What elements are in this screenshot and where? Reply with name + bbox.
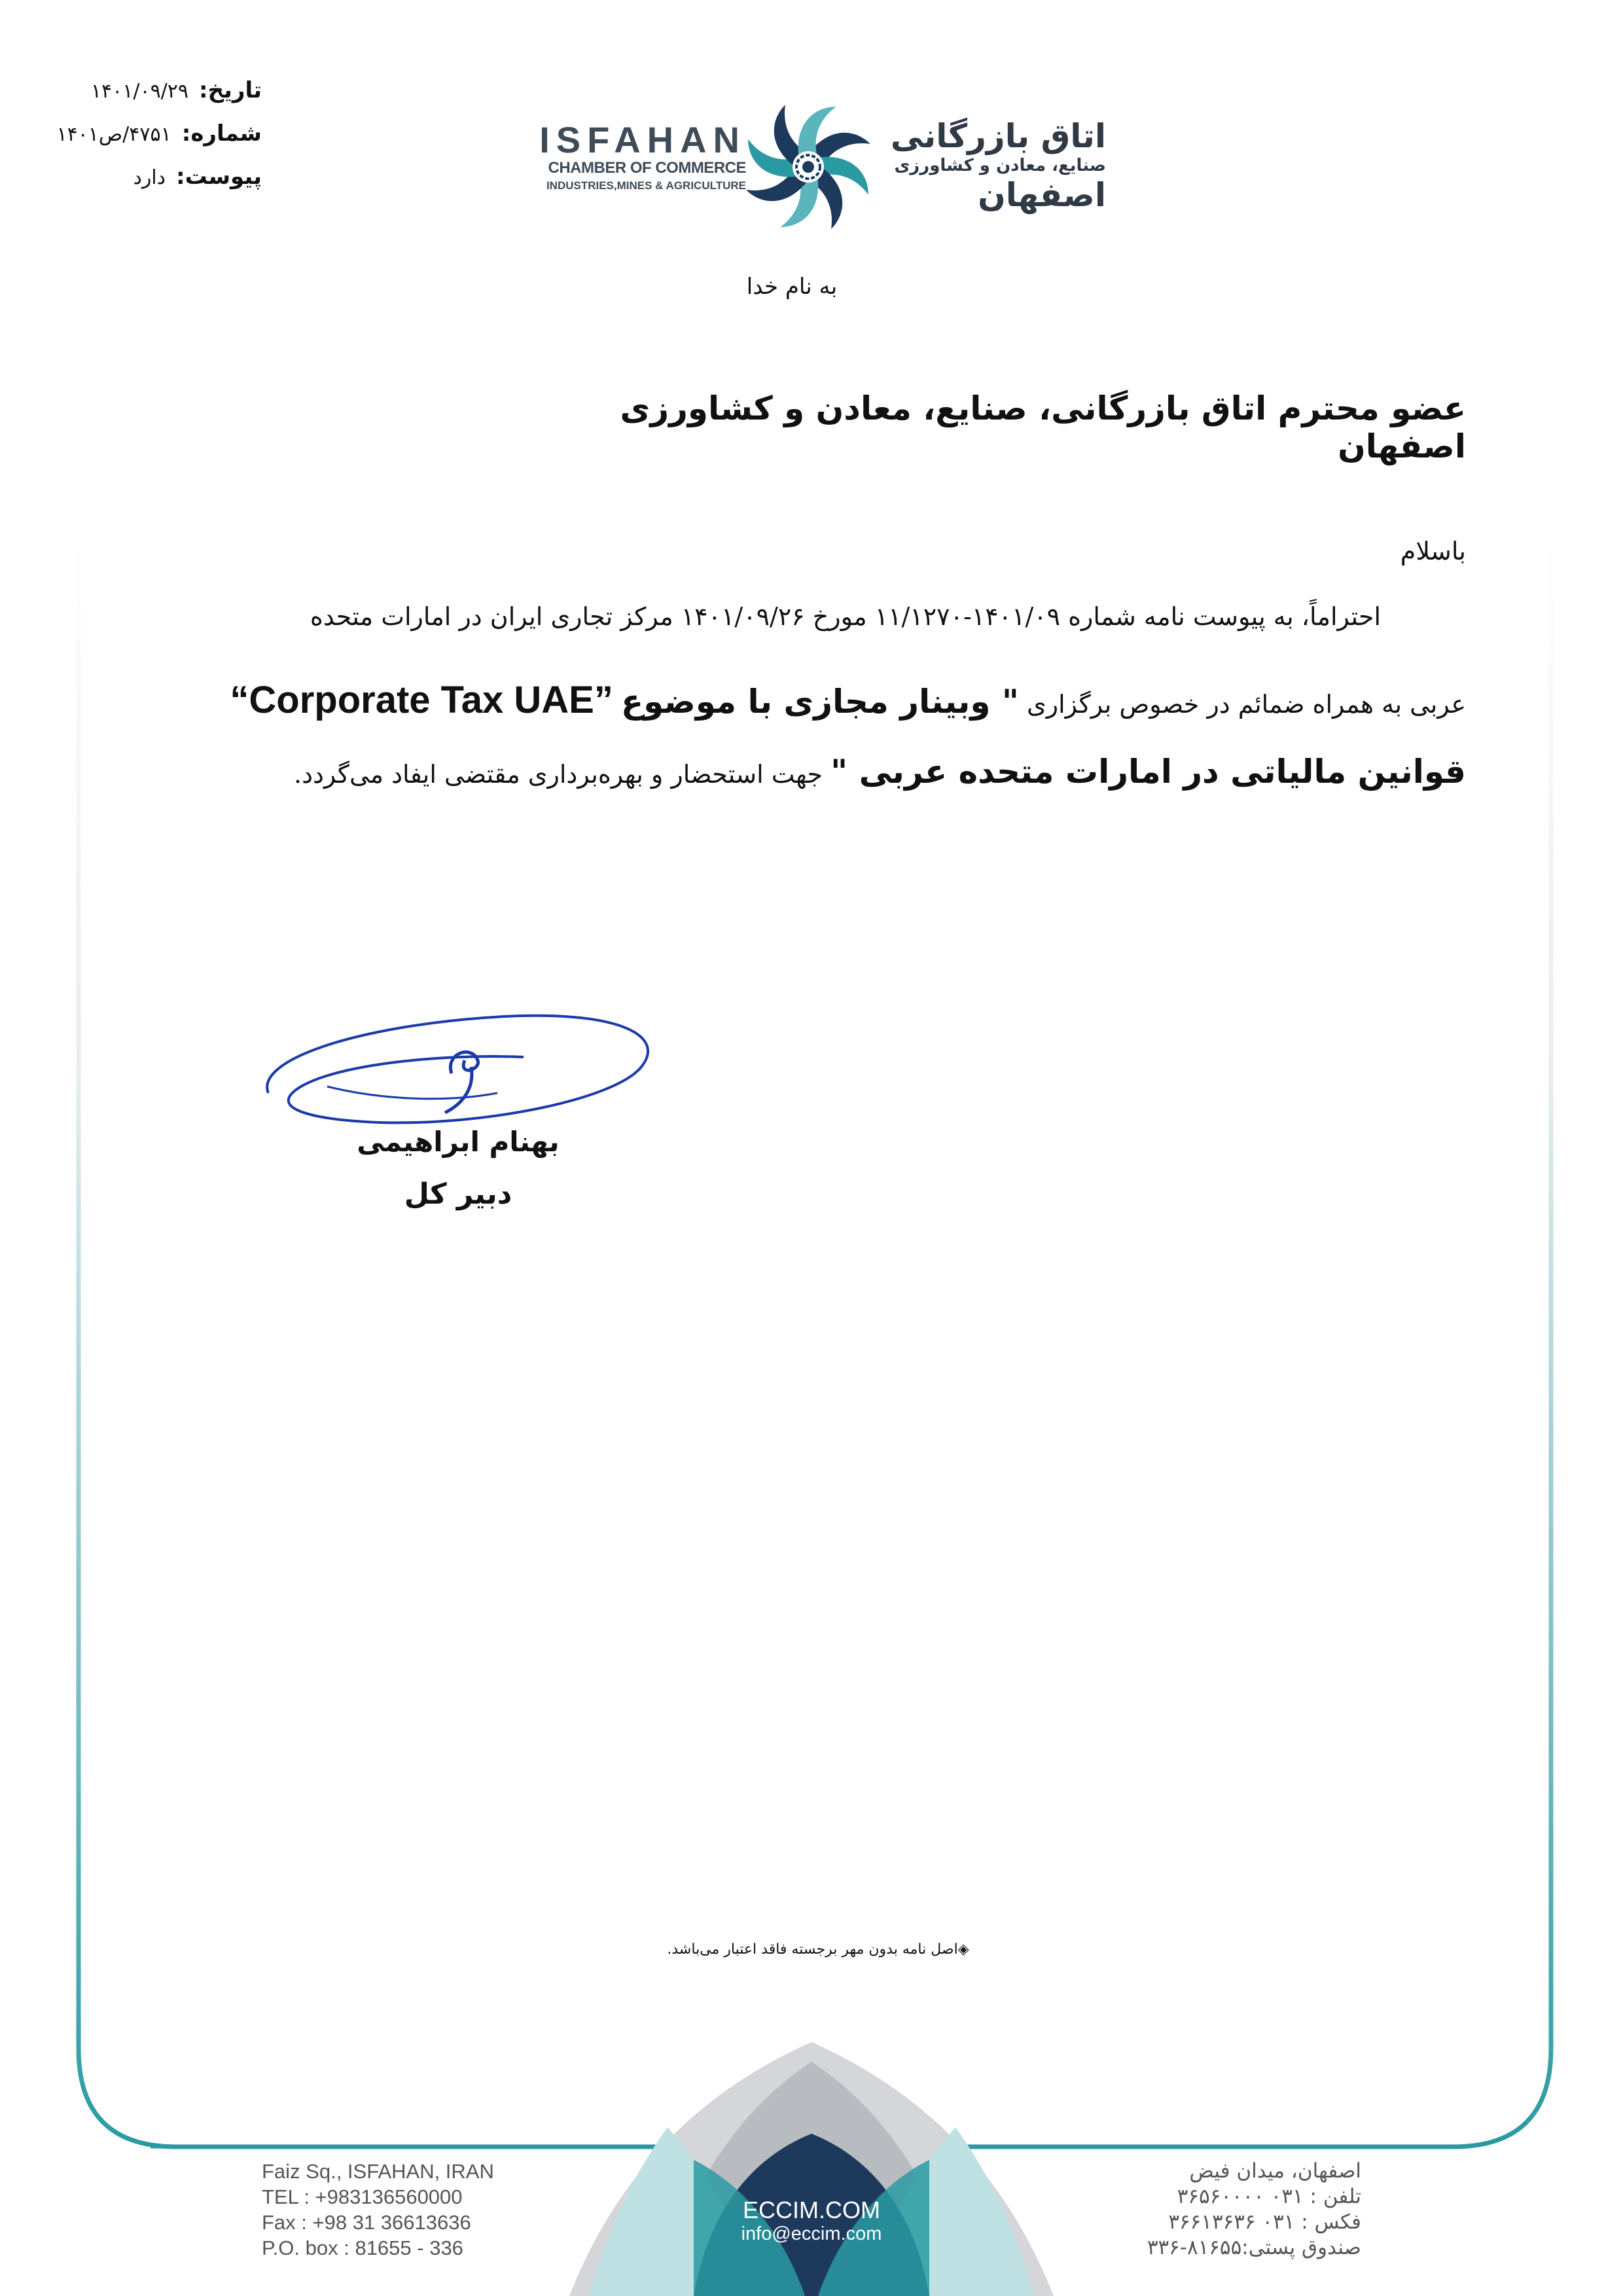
number-row xyxy=(26,120,262,147)
logo-en-chamber: CHAMBER OF COMMERCE xyxy=(548,159,746,177)
number-label: شماره: xyxy=(181,120,262,147)
logo-en-city: ISFAHAN xyxy=(539,119,746,160)
validity-note: ◈اصل نامه بدون مهر برجسته فاقد اعتبار می‌باشد. xyxy=(667,1941,969,1958)
footer-en-pobox: P.O. box : 81655 - 336 xyxy=(262,2236,463,2259)
signer-block xyxy=(353,1126,563,1211)
footer-contact-en xyxy=(262,2159,510,2261)
signer-name: بهنام ابراهیمی xyxy=(357,1126,560,1158)
footer-fa-pobox: صندوق پستی:۸۱۶۵۵-۳۳۶ xyxy=(1147,2236,1361,2259)
footer-contact-fa xyxy=(1113,2159,1361,2261)
footer-fa-address: اصفهان، میدان فیض xyxy=(1189,2159,1361,2183)
footer-en-address: Faiz Sq., ISFAHAN, IRAN xyxy=(262,2160,494,2183)
footer-email[interactable]: info@eccim.com xyxy=(741,2223,882,2244)
logo-en-sectors: INDUSTRIES,MINES & AGRICULTURE xyxy=(546,179,746,192)
logo-persian-text xyxy=(883,118,1106,213)
date-label: تاریخ: xyxy=(199,77,262,103)
footer-lotus xyxy=(569,2042,1054,2296)
recipient-heading: عضو محترم اتاق بازرگانی، صنایع، معادن و کشاورزی اصفهان xyxy=(620,389,1466,465)
body-line-3-bold: قوانین مالیاتی در امارات متحده عربی " xyxy=(830,753,1466,791)
body-line-3 xyxy=(157,753,1466,791)
greeting: باسلام xyxy=(1400,537,1466,565)
frame-border xyxy=(79,497,1551,2147)
footer-fa-tel: تلفن : ۰۳۱ ۳۶۵۶۰۰۰۰ xyxy=(1177,2185,1361,2208)
footer-fa-fax: فکس : ۰۳۱ ۳۶۶۱۳۶۳۶ xyxy=(1168,2210,1361,2234)
attachment-label: پیوست: xyxy=(176,164,262,190)
body-line-2 xyxy=(157,678,1466,722)
chamber-logo-icon xyxy=(740,98,877,236)
footer-website xyxy=(720,2198,903,2245)
logo-fa-sectors: صنایع، معادن و کشاورزی xyxy=(894,156,1106,175)
body-line-1 xyxy=(157,602,1381,631)
letter-meta xyxy=(26,77,262,207)
webinar-topic-en: “Corporate Tax UAE” xyxy=(230,679,613,721)
footer-en-fax: Fax : +98 31 36613636 xyxy=(262,2211,471,2234)
body-line-1-text: احتراماً، به پیوست نامه شماره ۱۴۰۱/۰۹-۱۱/۱۲۷۰ مورخ ۱۴۰۱/۰۹/۲۶ مرکز تجاری ایران در امارات متحده xyxy=(310,602,1381,631)
body-line-3-post: جهت استحضار و بهره‌برداری مقتضی ایفاد می‌گردد. xyxy=(294,760,823,789)
signer-title: دبیر کل xyxy=(404,1177,512,1211)
footer-en-tel: TEL : +983136560000 xyxy=(262,2185,463,2208)
number-value: ۴۷۵۱/ص۱۴۰۱ xyxy=(56,123,171,146)
logo-fa-city: اصفهان xyxy=(978,176,1106,214)
attachment-row xyxy=(26,164,262,190)
body-line-2-pre: عربی به همراه ضمائم در خصوص برگزاری xyxy=(1027,690,1466,719)
logo-english-text xyxy=(524,119,746,194)
invocation: به نام خدا xyxy=(746,274,838,300)
body-line-2-bold: " وبینار مجازی با موضوع xyxy=(620,683,1019,721)
footer-domain[interactable]: ECCIM.COM xyxy=(743,2197,880,2223)
date-row xyxy=(26,77,262,103)
logo-fa-chamber: اتاق بازرگانی xyxy=(890,117,1106,155)
date-value: ۱۴۰۱/۰۹/۲۹ xyxy=(90,80,189,103)
attachment-value: دارد xyxy=(133,166,166,189)
